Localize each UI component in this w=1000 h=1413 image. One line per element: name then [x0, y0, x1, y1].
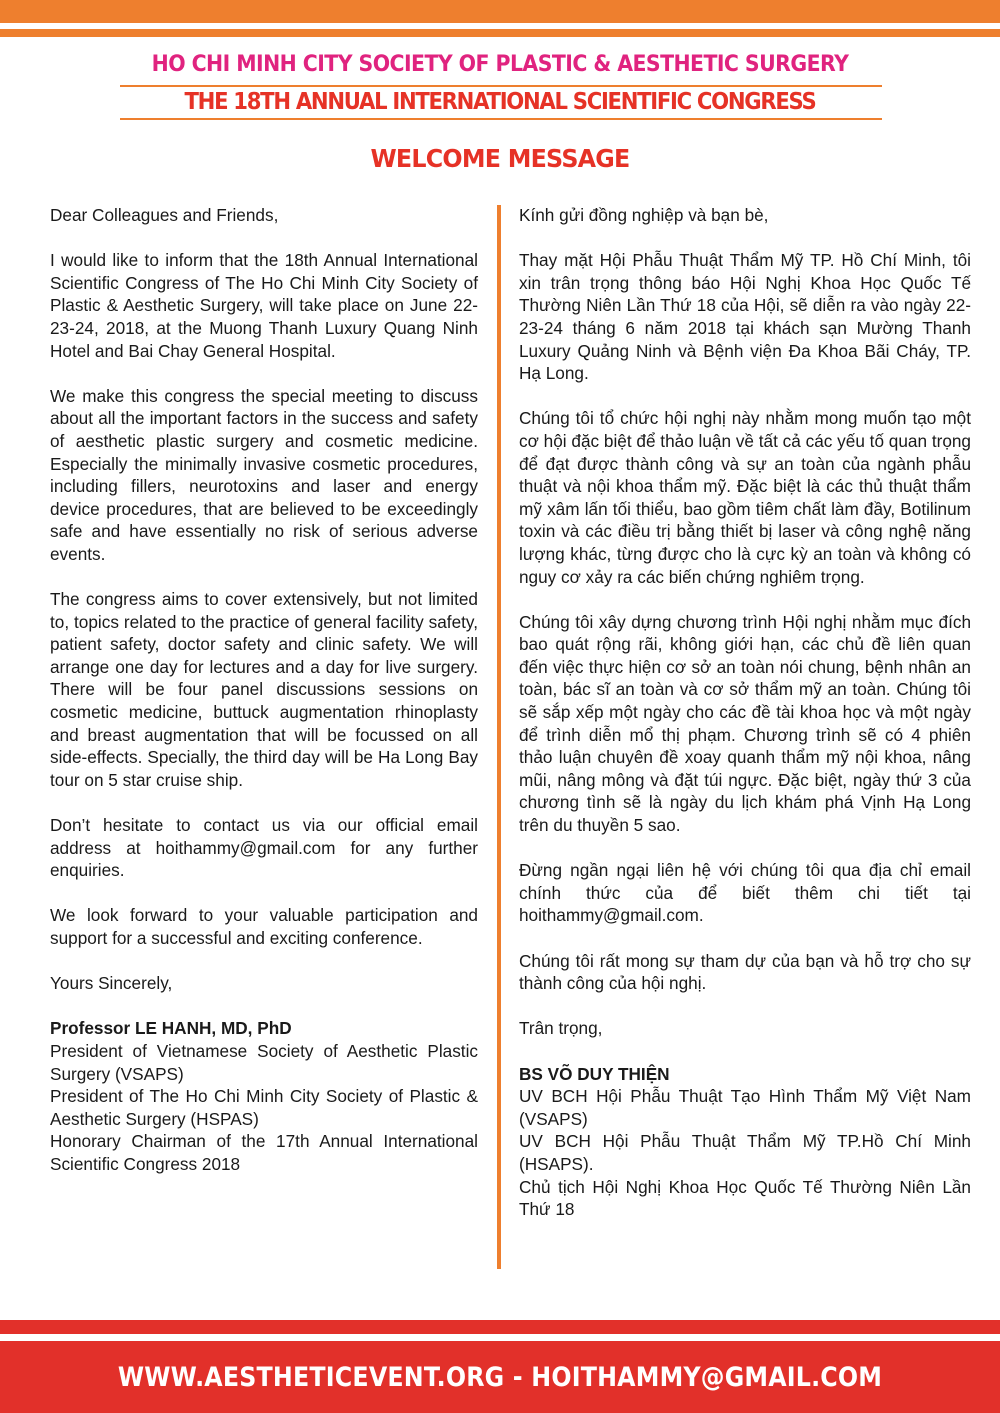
signatory-title: Honorary Chairman of the 17th Annual International Scientific Congress 2018 [50, 1131, 478, 1174]
vietnamese-greeting: Kính gửi đồng nghiệp và bạn bè, [519, 205, 769, 225]
title-rule-top [120, 85, 882, 87]
column-divider [497, 205, 501, 1269]
vietnamese-paragraph: Chúng tôi xây dựng chương trình Hội nghị nhằm mục đích bao quát rộng rãi, không giới hạn, các chủ đề liên quan đến việc thực hiện cơ sở an toàn nói chung, bệnh nhân an toàn, bác sĩ an toàn và cơ sở thẩm mỹ an toàn. Chúng tôi sẽ sắp xếp một ngày cho các đề tài khoa học và một ngày để trình diễn mổ thị phạm. Chương trình sẽ có 4 phiên thảo luận chuyên đề xoay quanh thẩm mỹ nội khoa, nâng mũi, nâng mông và đặt túi ngực. Đặc biệt, ngày thứ 3 của chương tình sẽ là ngày du lịch khám phá Vịnh Hạ Long trên du thuyền 5 sao. [519, 611, 971, 836]
top-orange-stripe [0, 29, 1000, 37]
org-title: HO CHI MINH CITY SOCIETY OF PLASTIC & AESTHETIC SURGERY [151, 52, 849, 77]
footer-contact: WWW.AESTHETICEVENT.ORG - HOITHAMMY@GMAIL.COM [117, 1362, 883, 1393]
english-column [50, 204, 478, 1176]
english-paragraph: We look forward to your valuable participation and support for a successful and exciting conference. [50, 905, 478, 948]
english-signature [50, 1017, 478, 1175]
english-greeting: Dear Colleagues and Friends, [50, 205, 279, 225]
title-rule-bottom [120, 118, 882, 120]
english-paragraph: I would like to inform that the 18th Annual International Scientific Congress of The Ho Chi Minh City Society of Plastic & Aesthetic Surgery, will take place on June 22-23-24, 2018, at the Muong Thanh Luxury Quang Ninh Hotel and Bai Chay General Hospital. [50, 250, 478, 361]
english-paragraph: The congress aims to cover extensively, but not limited to, topics related to the practice of general facility safety, patient safety, doctor safety and clinic safety. We will arrange one day for lectures and a day for live surgery. There will be four panel discussions sessions on cosmetic medicine, buttuck augmentation rhinoplasty and breast augmentation that will be focussed on all side-effects. Specially, the third day will be Ha Long Bay tour on 5 star cruise ship. [50, 589, 478, 790]
signatory-name: BS VÕ DUY THIỆN [519, 1063, 670, 1084]
vietnamese-paragraph: Chúng tôi rất mong sự tham dự của bạn và hỗ trợ cho sự thành công của hội nghị. [519, 950, 971, 994]
signatory-name: Professor LE HANH, MD, PhD [50, 1018, 292, 1039]
signatory-title: UV BCH Hội Phẫu Thuật Tạo Hình Thẩm Mỹ Việt Nam (VSAPS) [519, 1086, 971, 1129]
vietnamese-closing: Trân trọng, [519, 1018, 603, 1039]
english-paragraph: We make this congress the special meeting to discuss about all the important factors in the success and safety of aesthetic plastic surgery and cosmetic medicine. Especially the minimally invasive cosmetic procedures, including fillers, neurotoxins and laser and energy device procedures, that are believed to be exceedingly safe and have essentially no risk of serious adverse events. [50, 385, 478, 564]
signatory-title: President of Vietnamese Society of Aesthetic Plastic Surgery (VSAPS) [50, 1040, 478, 1084]
english-closing: Yours Sincerely, [50, 973, 173, 994]
signatory-title: President of The Ho Chi Minh City Society of Plastic & Aesthetic Surgery (HSPAS) [50, 1086, 478, 1129]
congress-title: THE 18TH ANNUAL INTERNATIONAL SCIENTIFIC CONGRESS [184, 89, 816, 115]
bottom-red-stripe [0, 1320, 1000, 1334]
signatory-title: Chủ tịch Hội Nghị Khoa Học Quốc Tế Thường Niên Lần Thứ 18 [519, 1176, 971, 1220]
welcome-message-heading: WELCOME MESSAGE [370, 144, 630, 173]
vietnamese-paragraph: Thay mặt Hội Phẫu Thuật Thẩm Mỹ TP. Hồ Chí Minh, tôi xin trân trọng thông báo Hội Nghị Khoa Học Quốc Tế Thường Niên Lần Thứ 18 của Hội, sẽ diễn ra vào ngày 22-23-24 tháng 6 năm 2018 tại khách sạn Mường Thanh Luxury Quảng Ninh và Bệnh viện Đa Khoa Bãi Cháy, TP. Hạ Long. [519, 250, 971, 384]
vietnamese-paragraph: Đừng ngần ngại liên hệ với chúng tôi qua địa chỉ email chính thức của để biết thêm chi tiết tại hoithammy@gmail.com. [519, 860, 971, 926]
top-orange-bar [0, 0, 1000, 23]
vietnamese-signature [519, 1063, 971, 1221]
signatory-title: UV BCH Hội Phẫu Thuật Thẩm Mỹ TP.Hồ Chí Minh (HSAPS). [519, 1131, 971, 1174]
vietnamese-paragraph: Chúng tôi tổ chức hội nghị này nhằm mong muốn tạo một cơ hội đặc biệt để thảo luận về tất cả các yếu tố quan trọng để đạt được thành công và sự an toàn của ngành phẫu thuật và nội khoa thẩm mỹ. Đặc biệt là các thủ thuật thẩm mỹ xâm lấn tối thiểu, bao gồm tiêm chất làm đầy, Botilinum toxin và các điều trị bằng thiết bị laser và công nghệ năng lượng khác, từng được cho là cực kỳ an toàn và không có nguy cơ xảy ra các biến chứng nghiêm trọng. [519, 408, 971, 587]
vietnamese-column [519, 204, 971, 1221]
english-paragraph: Don’t hesitate to contact us via our official email address at hoithammy@gmail.com for any further enquiries. [50, 815, 478, 881]
